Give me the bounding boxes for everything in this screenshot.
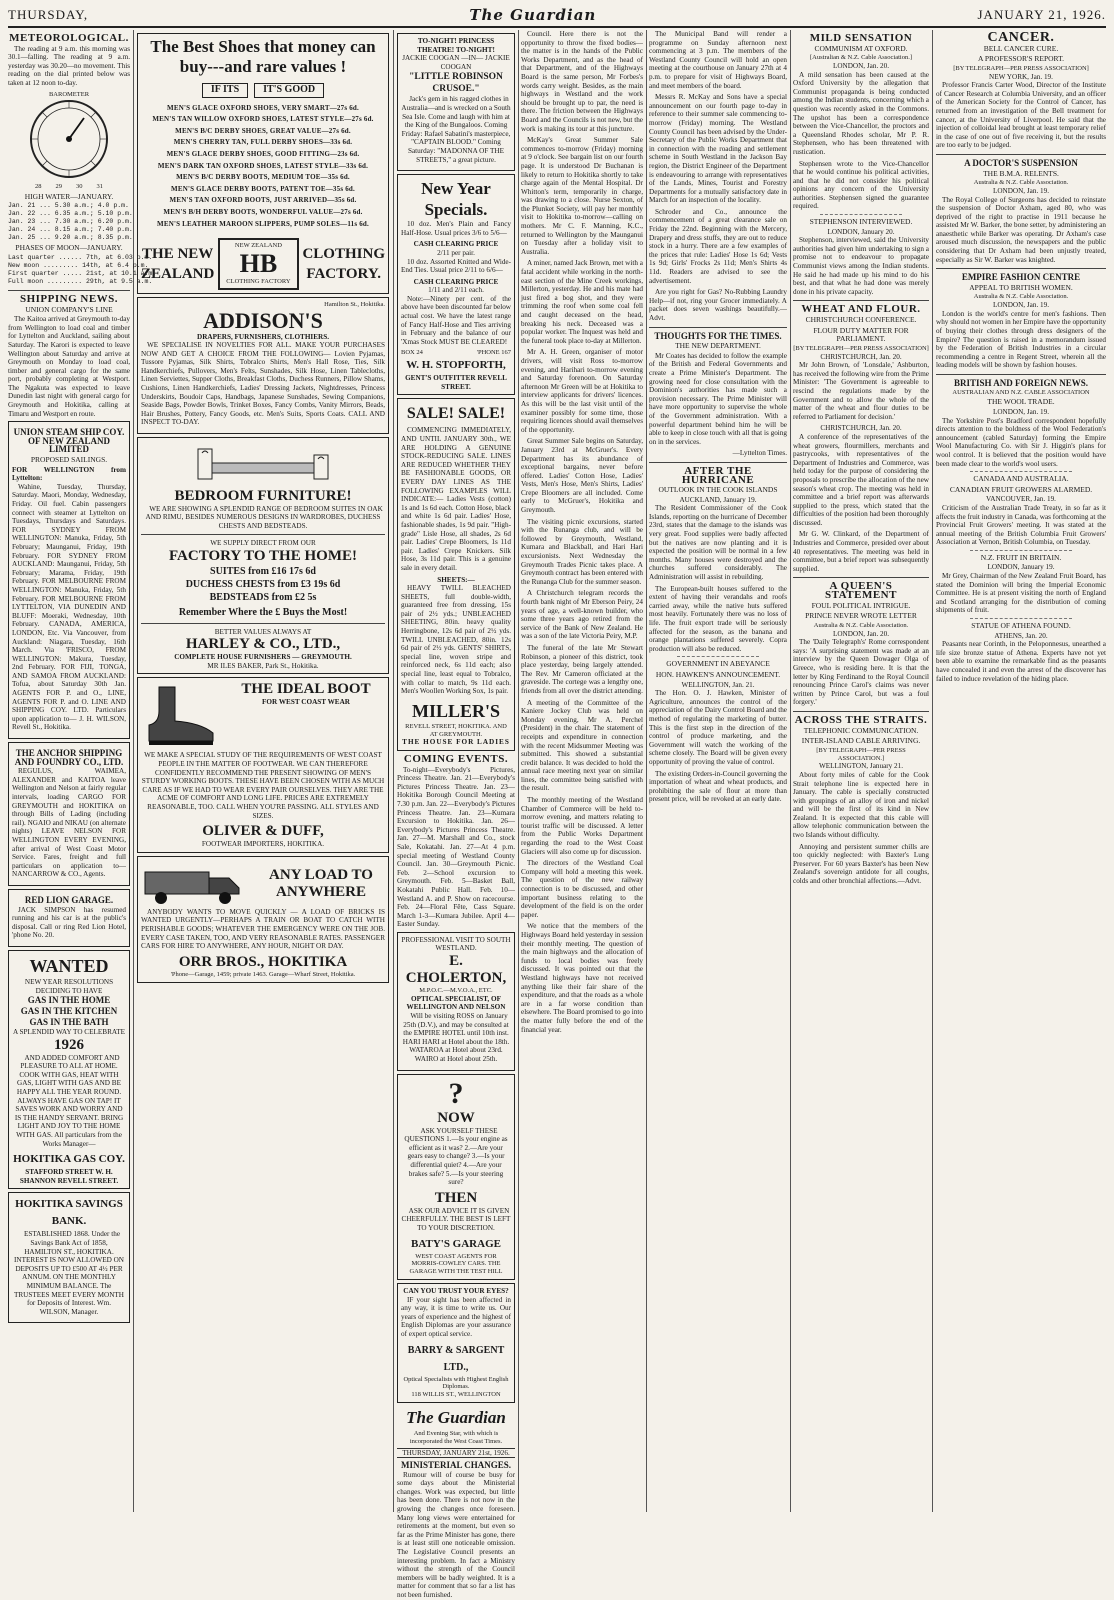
mild-text: A mild sensation has been caused at the Oxford University by the allegation that Communist propaganda is being conducted among the Indian students, concerning which a question was recently asked in the Commons. The upshot has been a correspondence between the Vice-Chancellor, the proctors and a Queensland Rhodes scholar, Mr P. R. Stephensen, who has been threatened with rustication. [793, 70, 929, 156]
sheets-heading: SHEETS:— [437, 575, 475, 584]
orr-text: ANYBODY WANTS TO MOVE QUICKLY — A LOAD OF BRICKS IS WANTED URGENTLY—PERHAPS A TRAIN OR BOAT TO CATCH WITH PERISHABLE GOODS; WHATEVER THE EMERGENCY WERE ON THE JOB. EVERY CASE TAKEN, TOO, AND VERY REASONABLE RATES. PASSENGER CARS FOR HIRE TO ANYWHERE, ANY HOUR, NIGHT OR DAY. [141, 907, 385, 951]
addison-sub: DRAPERS, FURNISHERS, CLOTHIERS. [197, 332, 329, 341]
hb-the-new: THE NEW [142, 245, 214, 262]
shoe-line: MEN'S GLACE DERBY BOOTS, PATENT TOE—35s 6d. [171, 184, 355, 193]
queen-sub2: PRINCE NEVER WROTE LETTER [805, 611, 917, 621]
queen-date: LONDON, Jan. 20. [832, 629, 890, 638]
optical: OPTICAL SPECIALIST, OF WELLINGTON AND NELSON [406, 994, 506, 1012]
column-rule [790, 30, 791, 1512]
nys-text1: 10 doz. Men's Plain and Fancy Half-Hose. Usual prices 3/6 to 5/6— [401, 220, 511, 237]
news-paragraph: A meeting of the Committee of the Kaniere Jockey Club was held on Monday evening, Mr A. Perchel (President) in the chair. The statement of receipts and expenditure in connection with the recent Midsummer Meeting was submitted. This showed a substantial credit balance. It was decided to hold the annual race meeting next year on similar lines, the committee being satisfied with the result. [521, 698, 643, 793]
outfitter: GENT'S OUTFITTER REVELL STREET. [405, 374, 507, 391]
shoe-line: MEN'S DARK TAN OXFORD SHOES, LATEST STYLE—33s 6d. [157, 161, 369, 170]
shipping-heading: SHIPPING NEWS. [19, 292, 119, 305]
oliver-duff-sub: FOOTWEAR IMPORTERS, HOKITIKA. [201, 840, 325, 849]
factory-title: FACTORY TO THE HOME! [169, 548, 357, 565]
hb-logo-top: NEW ZEALAND [234, 242, 282, 250]
eyes-heading: CAN YOU TRUST YOUR EYES? [403, 1286, 509, 1295]
news-paragraph: The visiting picnic excursions, started with the Runanga club, and will be followed by Greymouth, Westland, Kumara and Blackball, and Hari Hari excursionists. Next Wednesday the Greymouth Trades Picnic takes place. A Greymouth contract has been entered with the Runanga Club for the summer season. [521, 517, 643, 586]
shoe-line: MEN'S TAN WILLOW OXFORD SHOES, LATEST STYLE—27s 6d. [152, 115, 374, 124]
thoughts-sig: —Lyttelton Times. [732, 449, 787, 458]
boot-icon [141, 681, 221, 751]
ideal-text: WE MAKE A SPECIAL STUDY OF THE REQUIREMENTS OF WEST COAST PEOPLE IN THE MATTER OF FOOTWEAR. WE CAN THEREFORE CONFIDENTLY RECOMMEND THE PRESENT SHOWING OF MEN'S STURDY WORKING BOOTS. THESE HAVE BEEN CHOSEN WITH AS MUCH CARE AS IF WE HAD TO WEAR EVERY PAIR OURSELVES. THEY ARE THE ACME OF COMFORT AND LONG LIFE. PRICES ARE EXTREMELY REASONABLE, TOO. CALL WHEN YOU'RE PASSING. ALL STYLES AND SIZES. [141, 751, 385, 820]
millers-addr: REVELL STREET, HOKITIKA. AND AT GREYMOUTH. [405, 722, 507, 738]
harley-title: HARLEY & CO., LTD., [185, 636, 341, 653]
barometer-label: BAROMETER [48, 90, 90, 98]
queen-src: Australia & N.Z. Cable Association. [813, 621, 909, 629]
empire-heading: EMPIRE FASHION CENTRE [961, 272, 1081, 283]
dial-scale [28, 183, 110, 191]
ideal-boot-top [141, 681, 385, 751]
govt-sub: HON. HAWKEN'S ANNOUNCEMENT. [655, 669, 781, 679]
ideal-title: THE IDEAL BOOT [241, 681, 371, 698]
cash-price-2-value: 1/11 and 2/11 each. [428, 286, 484, 295]
news-paragraph: Great Summer Sale begins on Saturday, January 23rd at McGruer's. Every Department has its abundance of exceptional bargains, never before offered. Ladies' Cotton Hose, Ladies' Vests, Men's Hose, Men's Shirts, Ladies' Crepe Bloomers are all included. Come early to McGruer's, Hokitika and Greymouth. [521, 437, 643, 515]
if-its-banner [141, 83, 385, 98]
across-date: WELLINGTON, January 21. [818, 762, 904, 771]
column-7 [936, 30, 1106, 1512]
barry-sub: Optical Specialists with Highest English Diplomas. [403, 1375, 509, 1391]
bedroom-text: WE ARE SHOWING A SPLENDID RANGE OF BEDROOM SUITES IN OAK AND RIMU, BESIDES NUMEROUS DESIGNS IN WARDROBES, DUCHESS CHESTS AND BEDSTEADS. [145, 504, 383, 530]
red-lion-text: JACK SIMPSON has resumed running and his car is at the public's disposal. Call or ring Red Lion Hotel, 'phone No. 20. [12, 905, 126, 940]
hb-logo [218, 238, 298, 290]
red-lion-title: RED LION GARAGE. [24, 894, 114, 905]
news-paragraph: We notice that the members of the Highways Board held yesterday in session their monthly meeting. The question of the main highways and the allocation of funds to local bodies was freely discussed. It was pointed out that the Westland highways have not received anything like their fair share of the expenditure, and that the roads as a whole are in a far worse condition than elsewhere. The Board promised to go into the matter fully before the end of the financial year. [521, 922, 643, 1034]
gas-text: AND ADDED COMFORT AND PLEASURE TO ALL AT HOME. COOK WITH GAS, HEAT WITH GAS, LIGHT WITH GAS AND BE HAPPY ALL THE YEAR ROUND. ALWAYS HAVE GAS ON TAP! IT SAVES WORK AND WORRY AND IS THE HANDY SERVANT. BRING LIGHT AND JOY TO THE HOME WITH GAS. All particulars from the Works Manager— [14, 1053, 124, 1148]
across-text: Annoying and persistent summer chills are too quickly neglected: with Baxter's Lung Preserver. For 60 years Baxter's has been New Zealand's sovereign antidote for all coughs, colds and other bronchial affections.—Advt. [793, 842, 929, 886]
wheat-src: [BY TELEGRAPH—PER PRESS ASSOCIATION] [793, 344, 929, 352]
ideal-sub: FOR WEST COAST WEAR [262, 698, 350, 707]
mild-date: LONDON, Jan. 20. [832, 61, 890, 70]
meteorological-heading: METEOROLOGICAL. [9, 32, 129, 44]
stopforth: W. H. STOPFORTH, [406, 359, 506, 372]
mild-src: [Australian & N.Z. Cable Association.] [810, 54, 912, 62]
orr-top [141, 860, 385, 908]
shipping-subheading: UNION COMPANY'S LINE [25, 304, 113, 314]
news-paragraph: A Christchurch telegram records the fourth bank night of Mr Eberson Peiry, 24 years of age, a well-known builder, who some three years ago retired from the service of the Bank of New Zealand. He was a son of the late Victoria Peiry, M.P. [521, 589, 643, 641]
steph-text: Stephenson, interviewed, said the University authorities had given him undertaking to sign a promise not to endeavour to propagate Communist views among the Indian students. He said he had made up his mind to do his best, and that what he had done was merely done in his private capacity. [793, 236, 929, 296]
wanted-sub: NEW YEAR RESOLUTIONS DECIDING TO HAVE [24, 977, 114, 995]
wheat-text: Mr John Brown, of 'Lonsdale,' Ashburton, has received the following wire from the Prime Minister: 'The Government is agreeable to rescind the regulations made by the Government and to allow the whole of the matter of the wheat and flour duties to be referred to Parliament for decision.' [793, 361, 929, 421]
cancer-sub: BELL CANCER CURE. [983, 43, 1059, 53]
column-6 [793, 30, 929, 1512]
bfn-src: AUSTRALIAN AND N.Z. CABLE ASSOCIATION [952, 388, 1090, 396]
orr-bros-ad [137, 856, 389, 983]
govt-text: The existing Orders-in-Council governing the importation of wheat and wheat products, and prohibiting the sale of flour at more than present price, will be revoked at an early date. [649, 769, 787, 804]
price-bedsteads: BEDSTEADS from £2 5s [209, 592, 317, 604]
better-values: BETTER VALUES ALWAYS AT [214, 627, 312, 636]
sailings-header: FOR WELLINGTON from Lyttelton: [12, 465, 126, 483]
wheat-text: Mr G. W. Clinkard, of the Department of Industries and Commerce, presided over about 40 representatives. The meeting was held in committee, but a brief report was subsequently supplied. [793, 530, 929, 573]
princess-theatre-ad [397, 33, 515, 171]
baty-title: BATY'S GARAGE [411, 1237, 501, 1250]
meteorological-text: The reading at 9 a.m. this morning was 30.1—falling. The reading at 9 a.m. yesterday was 30.20—no movement. This reading on the dial printed below was taken at 12 noon to-day. [8, 44, 130, 87]
nys-note: Note:—Ninety per cent. of the above have been discounted far below actual cost. We have the latest range of Fancy Half-Hose and Ties arriving in February and the balance of our 'Xmas Stock MUST BE CLEARED! [401, 294, 511, 346]
barry-addr: 118 WILLIS ST., WELLINGTON [411, 1391, 501, 1399]
union-steam-ad [8, 421, 130, 739]
column-3 [397, 30, 515, 1599]
shoe-line: MEN'S LEATHER MAROON SLIPPERS, PUMP SOLES—11s 6d. [157, 219, 369, 228]
barometer-dial [8, 91, 130, 191]
shoe-line: MEN'S GLACE DERBY SHOES, GOOD FITTING—23s 6d. [166, 149, 360, 158]
column-5 [649, 30, 787, 1512]
gas-line: GAS IN THE BATH [29, 1017, 109, 1028]
guardian-editorial-title: The Guardian [406, 1407, 506, 1427]
column-2 [137, 30, 389, 1512]
news-paragraph: McKay's Great Summer Sale commences to-morrow (Friday) morning at 9 o'clock. See bargain list on our fourth page. It is understood Dr Buchanan is likely to return to Hokitika shortly to take charge again of the Mental Hospital. Dr Whitton's term, temporarily in charge, was drawing to a close. Nurse Sexton, of the Plunket Society, will pay her monthly visit to Hokitika to-morrow—calling on mothers. Mr C. F. Manning, K.C., returned to Wellington by the Maunganui on Tuesday after a holiday visit to Australia. [521, 136, 643, 256]
ministerial-text: Rumour will of course be busy for some days about the Ministerial changes. Work was expected, but little has been done. There is not now in the growing the changes once foreseen. Many long views were entertained for retirements at the moment, but even so far as the Prime Minister has gone, there is at least still one noticeable omission. The Legislative Council presents an interesting problem. In fact a Ministry without the strength of the Council members will be badly weighted. It is a matter for comment that so far a list has not been furnished. [397, 1470, 515, 1599]
wool-text: The Yorkshire Post's Bradford correspondent hopefully directs attention to the boldness of the Wool Federation's announcement (cabled Saturday) forming the Empire Wool Manufacturing Co. with Sir J. Higgin's plans for wool control. It is believed that the position would have been made clear to the world's wool users. [936, 416, 1106, 468]
cancer-sub2: A PROFESSOR'S REPORT. [977, 54, 1064, 64]
column-rule [932, 30, 933, 1512]
hb-right [302, 244, 385, 284]
millers-tagline: THE HOUSE FOR LADIES [402, 738, 510, 747]
sale-title: SALE! SALE! [406, 405, 506, 423]
millers-title: MILLER'S [411, 700, 501, 721]
price-duchess: DUCHESS CHESTS from £3 19s 6d [185, 579, 341, 591]
its-good-label: IT'S GOOD [254, 83, 324, 98]
now-heading: NOW [437, 1109, 475, 1126]
hb-logo-letters: HB [239, 248, 278, 278]
dial-label: 29 [55, 182, 62, 190]
shoe-line: MEN'S GLACE OXFORD SHOES, VERY SMART—27s 6d. [167, 103, 359, 112]
athena-text: Peasants near Corinth, in the Peloponnesus, unearthed a life size bronze statue of Athena. Experts have not yet been able to examine the remarkable find as the peasants have concealed it and even the arrest of the discoverer has failed to induce revelation of the hiding place. [936, 640, 1106, 683]
remember-line: Remember Where the £ Buys the Most! [178, 607, 348, 619]
govt-text: The Hon. O. J. Hawken, Minister of Agriculture, announces the control of the appreciation of the Dairy Control Board and the method of regulating the marketing of butter. This is the first step in the direction of the control of produce marketing, and the Government will watch the working of the scheme closely. The Board will be given every opportunity of proving the value of control. [649, 689, 787, 766]
news-paragraph: The monthly meeting of the Westland Chamber of Commerce will be held to-morrow evening, and matters relating to tourist traffic will be discussed. A letter from the Public Works Department regarding the road to the West Coast Glaciers will also come up for discussion. [521, 796, 643, 856]
addison-town: Hamilton St., Hokitika. [324, 300, 385, 308]
ministerial-heading: MINISTERIAL CHANGES. [400, 1460, 512, 1471]
cholerton-text: Will be visiting ROSS on January 25th (D.V.), and may be consulted at the EMPIRE HOTEL until 10th inst. HARI HARI at Hotel about the 18th. WATAROA at Hotel about 23rd. WAIRO at Hotel about 25th. [402, 1012, 510, 1064]
news-paragraph: A miner, named Jack Brown, met with a fatal accident while working in the north-east section of the Mine Creek workings, Millerton, yesterday. He and his mate had just fired a bog shot, and they were trimming the roof when some coal fell and caught deceased on the head, breaking his neck. Deceased was a popular worker. The Inquest was held and the funeral took place to-day at Millerton. [521, 259, 643, 345]
thoughts-heading: THOUGHTS FOR THE TIMES. [654, 330, 782, 341]
mild-heading: MILD SENSATION [809, 32, 913, 44]
nzfruit-text: Mr Grey, Chairman of the New Zealand Fruit Board, has stated the Dominion will bring the Imperial Economic Committee. He is at present visiting the north of England and Scotland arranging for the distribution of coming shipments of fruit. [936, 572, 1106, 615]
nys-title: New Year Specials. [421, 179, 491, 220]
tonight: TO-NIGHT! PRINCESS THEATRE! TO-NIGHT! [417, 37, 495, 54]
prof-visit: PROFESSIONAL VISIT TO SOUTH WESTLAND. [401, 935, 511, 953]
truck-icon [141, 860, 251, 908]
hurricane-text: The European-built houses suffered to the extent of having their verandahs and roofs carried away, while the native huts suffered most heavily. Fortunately there was no loss of life. The fruit export trade will be seriously affected for the season, as the banana and orange plantations suffered severely. Copra production will also be reduced. [649, 584, 787, 653]
coming-events-heading: COMING EVENTS. [403, 753, 509, 766]
box-number: BOX 24 [401, 349, 423, 357]
canada-text: Criticism of the Australian Trade Treaty, in so far as it affects the fruit industry in Canada, was forthcoming at the Provincial Fruit Growers' meeting. It was stated at the annual meeting of the British Columbia Fruit Growers' Association at Vernon, British Columbia, on Tuesday. [936, 503, 1106, 547]
batys-garage-ad [397, 1074, 515, 1280]
canada-heading: CANADA AND AUSTRALIA. [973, 474, 1069, 484]
eyes-text: IF your sight has been affected in any way, it is time to write us. Our years of experience and the highest of English Diplomas are your assurance of expert optical service. [401, 1295, 511, 1338]
athena-date: ATHENS, Jan. 20. [994, 631, 1048, 640]
gas-line: GAS IN THE HOME [27, 995, 111, 1006]
stopforth-contacts [401, 349, 511, 357]
gas-ad [8, 950, 130, 1190]
dial-label: 31 [96, 182, 103, 190]
steph-date: LONDON, January 20. [827, 227, 895, 236]
masthead [8, 4, 1106, 28]
proposed-sailings: PROPOSED SAILINGS. [30, 455, 108, 465]
any-load: ANY LOAD TO ANYWHERE [269, 866, 373, 900]
millers-sale-ad [397, 398, 515, 751]
queen-text: The 'Daily Telegraph's' Rome correspondent says: 'A surprising statement was made at an interview by the Queen Dowager Olga of Greece, who is residing here. It is that the letter by King Ferdinand to the Royal Council renouncing Prince Carol's claims was never written by Prince Carol, but was a foul forgery.' [793, 638, 929, 707]
column-1 [8, 30, 157, 1512]
nzfruit-heading: N.Z. FRUIT IN BRITAIN. [980, 552, 1062, 562]
mild-text: Stephensen wrote to the Vice-Chancellor that he would continue his political activities, and that he did not consider his political opinions any concern of the University authorities. Stephensen signed the guarantee required. [793, 159, 929, 211]
guardian-date: THURSDAY, JANUARY 21st, 1926. [397, 1448, 515, 1459]
wheat-date: CHRISTCHURCH, Jan. 20. [820, 352, 902, 361]
column-rule [133, 30, 134, 1512]
canada-date: VANCOUVER, Jan. 19. [986, 495, 1056, 504]
film-title: "LITTLE ROBINSON CRUSOE." [409, 72, 503, 95]
empire-src: Australia & N.Z. Cable Association. [973, 293, 1069, 301]
news-paragraph: Schroder and Co., announce the commencement of a great clearance sale on Friday the 22nd. Beginning with the Mercery, Drapery and dress stuffs, they are out to reduce stock in a hurry. There are a few examples of the prices that rule: Ladies' Hose 1s 6d; Vests 1s 9d; Girls' Frocks 2s 11d; Men's Shirts 4s 11d. Readers are advised to see the advertisement. [649, 207, 787, 285]
masthead-paper-title: The Guardian [469, 6, 597, 24]
gas-line: GAS IN THE KITCHEN [20, 1006, 118, 1017]
masthead-day: THURSDAY, [8, 7, 89, 22]
suspension-date: LONDON, Jan. 19. [992, 186, 1050, 195]
news-paragraph: Mr A. H. Green, organiser of motor drivers, will visit Ross to-morrow evening, and Harihari to-morrow evening and Saturday forenoon. On Saturday afternoon Mr Green will be at Hokitika to interview applicants for drivers' licences. As this will be the last visit until of the examiner possibly for some time, those requiring licences should avail themselves of the opportunity. [521, 348, 643, 434]
jackie: JACKIE COOGAN —IN— JACKIE COOGAN [402, 54, 510, 71]
hb-logo-bottom: CLOTHING FACTORY [226, 277, 291, 285]
cancer-text: Professor Francis Carter Wood, Director of the Institute of Cancer Research at Columbia University, and an officer of the American Society for the Control of Cancer, has returned from an investigation of the Bell treatment for cancer, at the University of Liverpool. He said that the injection of colloidal lead brought at least temporary relief in the case of one out of five receiving it, but the results are too early to be judged. [936, 81, 1106, 150]
bank-text: ESTABLISHED 1868. Under the Savings Bank Act of 1858, HAMILTON ST., HOKITIKA. INTEREST IS NOW ALLOWED ON DEPOSITS UP TO £500 AT 4½ PER ANNUM. ON THE MONTHLY MINIMUM BALANCE. The TRUSTEES MEET EVERY MONTH for Deposits of Interest. Wm. WILSON, Manager. [13, 1230, 124, 1316]
shoe-line: MEN'S B/C DERBY BOOTS, MEDIUM TOE—35s 6d. [176, 173, 350, 182]
news-paragraph: The directors of the Westland Coal Company will hold a meeting this week. The question of the new railway connection is to be discussed, and other important business relating to the development of the field is on the order paper. [521, 859, 643, 919]
harley-sub: COMPLETE HOUSE FURNISHERS — GREYMOUTH. [174, 653, 352, 662]
hurricane-text: The Resident Commissioner of the Cook Islands, reporting on the hurricane of December 23rd, states that the damage to the islands was very great. Food supplies were badly affected but the natives are now planting and it is expected the position will be normal in a few months. Many houses were destroyed and the churches suffered considerably. The Administration will assist in rebuilding. [649, 504, 787, 582]
empire-text: London is the world's centre for men's fashions. Then why should not women in her Empire have the opportunity of buying their clothes through dress designers of the Empire? The question is raised in a memorandum issued by the Federation of British Industries in a circular recommending a centre in Regent Street, wherein all the leading models will be shown by fashion houses. [936, 309, 1106, 370]
news-paragraph: The funeral of the late Mr Stewart Robinson, a pioneer of this district, took place yesterday, being largely attended. The Rev. Mr Cameron officiated at the graveside. The cortege was a lengthy one, friends from all over the district attending. [521, 643, 643, 695]
thoughts-sub: THE NEW DEPARTMENT. [675, 341, 761, 351]
across-heading: ACROSS THE STRAITS. [794, 713, 928, 726]
baty-sub: WEST COAST AGENTS FOR MORRIS-COWLEY CARS. THE GARAGE WITH THE TEST HILL [409, 1252, 503, 1276]
news-paragraph: Are you right for Gas? No-Rubbing Laundry Help—if not, ring your Grocer immediately. A packet does seven washings beautifully.—Advt. [649, 288, 787, 322]
sale-text: COMMENCING IMMEDIATELY, AND UNTIL JANUARY 30th., WE ARE HOLDING A GENUINE STOCK-REDUCING SALE. LINES ARE REDUCED WHETHER THEY BE FASHIONABLE GOODS, OR EVERY DAY LINES AS THE FOLLOWING EXAMPLES WILL INDICATE:— Ladies Vests (cotton) 1s and 1s 6d each. Cotton Hose, black and white 1s 6d pair. Ladies' Hose, fashionable shades, 1s 9d pair. "High-grade" Lisle Hose, all shades, 2s 6d pair. Ladies' Crepe Bloomers, 1s 11d pair. Ladies' Crepe Knickers. Silk Hose, 3s 11d pair. This is a genuine sale in every detail. [401, 426, 511, 572]
news-paragraph: The Municipal Band will render a programme on Sunday afternoon next commencing at 3 p.m. The members of the Westland County Council will hold an open meeting at the courthouse on January 27th at 4 p.m. to prepare for visit of Highways Board, and meet members of the board. [649, 30, 787, 90]
suspension-text: The Royal College of Surgeons has decided to reinstate the suspension of Doctor Axham, aged 80, who was deprived of the right to practise in 1911 because he assisted Mr W. Barker, the bone setter, by administering an anaesthetic while Barker was operating. Dr Axham's case aroused much discussion, the newspapers and the public considering that Dr Axham had been unjustly treated, especially as Sir W. Barker was knighted. [936, 195, 1106, 264]
wheat-sub2: FLOUR DUTY MATTER FOR PARLIAMENT. [813, 325, 909, 344]
hurricane-sub: OUTLOOK IN THE COOK ISLANDS [658, 485, 778, 495]
addisons-ad [137, 297, 389, 434]
suspension-heading: A DOCTOR'S SUSPENSION [964, 157, 1078, 168]
shoe-line: MEN'S TAN OXFORD BOOTS, JUST ARRIVED—35s 6d. [169, 196, 357, 205]
cancer-heading: CANCER. [987, 30, 1055, 45]
govt-heading: GOVERNMENT IN ABEYANCE [666, 659, 770, 669]
mild-sub: COMMUNISM AT OXFORD. [814, 43, 908, 53]
factory-pre: WE SUPPLY DIRECT FROM OUR [210, 539, 316, 548]
cash-price-1-value: 2/11 per pair. [437, 248, 475, 257]
govt-date: WELLINGTON, Jan. 21. [681, 680, 755, 689]
oliver-duff: OLIVER & DUFF, [202, 823, 324, 840]
savings-bank-ad [8, 1192, 130, 1323]
hb-factory: FACTORY. [306, 265, 382, 282]
athena-heading: STATUE OF ATHENA FOUND. [971, 621, 1071, 631]
shoes-title: The Best Shoes that money can buy---and rare values ! [150, 37, 376, 76]
across-src: [BY TELEGRAPH—PER PRESS ASSOCIATION.] [816, 746, 906, 762]
column-rule [518, 30, 519, 1512]
bank-title: HOKITIKA SAVINGS BANK. [15, 1198, 123, 1228]
wool-date: LONDON, Jan. 19. [992, 407, 1050, 416]
addison-text: WE SPECIALISE IN NOVELTIES FOR ALL. MAKE YOUR PURCHASES NOW AND GET A CHOICE FROM THE FOLLOWING— Lovien Pyjamas, Tussore Pyjamas, Silk Shirts, Tobralco Shirts, Men's Hall Rose, Ties, Silk Handkerchiefs, Pullovers, Men's Felts, Sunshades, Silk Hose, Linen Tablecloths, Linen Serviettes, Supper Cloths, Breakfast Cloths, Duchess Runners, Pillow Shams, Cushions, Linen Handkerchiefs, Ladies' Dressing Jackets, Nightdresses, Princess Underskirts, Boudoir Caps, Handbags, Japanese Sunshades, Sewing Companions, Seaside Bags, Powder Bowls, Trinket Boxes, Fancy Combs, Vanity Mirrors, Beads, Hair Brushes, Pottery, Fancy Goods, etc. Men's Suits, Sports Coats. CALL AND INSPECT TO-DAY. [141, 341, 385, 427]
barry-sargent-ad [397, 1283, 515, 1403]
film-text: Jack's gem in his ragged clothes in Australia—and is wrecked on a South Sea Isle. Come and laugh with him at the King of the Bungaloos. Coming Friday: Rafael Sabatini's masterpiece, "CAPTAIN BLOOD." Coming Saturday: "MADONNA OF THE STREETS," a great picture. [401, 95, 511, 164]
cholerton-name: E. CHOLERTON, [405, 953, 507, 987]
dial-label: 30 [76, 182, 83, 190]
across-sub2: INTER-ISLAND CABLE ARRIVING. [801, 736, 921, 746]
bedroom-furniture-ad [137, 437, 389, 674]
hb-zealand: ZEALAND [141, 265, 215, 282]
sheets-text: HEAVY TWILL BLEACHED SHEETS, full double-width, guaranteed free from dressing, 15s pair of 2½ yds.; UNBLEACHED SHEETING, 80in. heavy quality Herringbone, 12s 6d pair of 2½ yds. TWILL UNBLEACHED, 80in. 12s 6d pair of 2½ yds. GENTS' SHIRTS, special line, woven stripe and reinforced neck, 6s 11d each; also special line, least equal to Tobralco, with collar to match, 9s 11d each. Men's Woollen Working Sox, 1s pair. [401, 584, 511, 696]
anchor-title: THE ANCHOR SHIPPING AND FOUNDRY CO., LTD. [14, 748, 124, 767]
then-text: ASK OUR ADVICE IT IS GIVEN CHEERFULLY. THE BEST IS LEFT TO YOUR DISCRETION. [401, 1206, 511, 1232]
gas-year: 1926 [54, 1036, 84, 1053]
empire-sub: APPEAL TO BRITISH WOMEN. [969, 282, 1073, 292]
best-shoes-ad [137, 33, 389, 294]
harley-rep: MR ILES BAKER, Park St., Hokitika. [207, 661, 319, 670]
shoe-line: MEN'S B/H DERBY BOOTS, WONDERFUL VALUE—27s 6d. [163, 207, 363, 216]
if-its-label: IF ITS [202, 83, 248, 98]
cholerton-ad [397, 932, 515, 1071]
shipping-text: The Kaitoa arrived at Greymouth to-day from Wellington to load coal and timber for Lyttelton and Auckland, sailing about Saturday. The Karori is expected to leave Wellington about Saturday and arrive at Greymouth on Monday to load coal, timber and general cargo for the same port, probably completing at Westport. The Ngakuta was expected to leave Dunedin last night with general cargo for Greymouth and Hokitika, calling at Timaru and Westport en route. [8, 315, 130, 418]
shoe-line: MEN'S B/C DERBY SHOES, GREAT VALUE—27s 6d. [175, 126, 351, 135]
cancer-date: NEW YORK, Jan. 19. [989, 72, 1053, 81]
shoe-line: MEN'S CHERRY TAN, FULL DERBY SHOES—33s 6d. [173, 138, 353, 147]
anchor-text: REGULUS, WAIMEA, ALEXANDER and KAITOA leave Wellington and Nelson at fairly regular intervals, loading CARGO FOR GREYMOUTH and HOKITIKA on through Bills of Lading (including rail). NGAIO and NIKAU (on alternate nights) LEAVE NELSON FOR WELLINGTON EVERY EVENING, after arrival of West Coast Motor Service. Fares, freight and full particulars on application to— NANCARROW & CO., Agents. [12, 767, 126, 879]
coming-events-text: To-night—Everybody's Pictures, Princess Theatre. Jan. 21—Everybody's Pictures Princess Theatre. Jan. 23—Hokitika Borough Council Meeting at 7.30 p.m. Jan. 22—Everybody's Pictures Princess Theatre. Jan. 23—Kumara Excursion to Hokitika. Jan. 26—Everybody's Pictures Princess Theatre. Jan. 27—M. Marshall and Co., stock Sale, Kokatahi. Jan. 27—At 4 p.m. special meeting of Westland County Council. Jan. 30—Greymouth Picnic. Feb. 2—School excursion to Greymouth. Feb. 5—Basket Ball, Kokatahi Public Hall. Feb. 10—Westland A. and P. Show on racecourse. Feb. 24—Floral Fête, Cass Square. March 1-3—Kumara Jubilee. April 4—Easter Sunday. [397, 765, 515, 929]
bfn-heading: BRITISH AND FOREIGN NEWS. [953, 377, 1089, 388]
ideal-boot-ad [137, 677, 389, 852]
masthead-date: JANUARY 21, 1926. [977, 7, 1106, 22]
across-sub: TELEPHONIC COMMUNICATION. [803, 725, 919, 735]
cholerton-quals: M.P.O.C.—M.V.O.A., ETC. [419, 987, 493, 995]
canada-sub: CANADIAN FRUIT GROWERS ALARMED. [949, 484, 1093, 494]
bed-icon [188, 441, 338, 485]
across-text: About forty miles of cable for the Cook Strait telephone line is expected here in January. The cable is specially constructed with groupings of an alloy of iron and nickel and will be the first of its kind in New Zealand. It is expected that this cable will allow telephonic communication between the two Islands without difficulty. [793, 770, 929, 840]
tides-table: Jan. 21 ... 5.30 a.m.; 4.0 p.m. Jan. 22 ... 6.35 a.m.; 5.10 p.m. Jan. 23 ... 7.30 a.m.; 6.20 p.m. Jan. 24 ... 8.15 a.m.; 7.40 p.m. Jan. 25 ... 9.20 a.m.; 8.35 p.m. [8, 202, 133, 242]
steph-heading: STEPHENSON INTERVIEWED. [809, 217, 913, 227]
queen-sub: FOUL POLITICAL INTRIGUE. [811, 600, 911, 610]
nys-text2: 10 doz. Assorted Knitted and Wide-End Ties. Usual price 2/11 to 6/6— [401, 257, 511, 275]
guardian-sub: And Evening Star, with which is incorporated the West Coast Times. [409, 1429, 503, 1445]
phone-number: 'PHONE 167 [476, 349, 511, 357]
wheat-heading: WHEAT AND FLOUR. [801, 303, 921, 316]
tides-heading: HIGH WATER—JANUARY. [24, 191, 114, 201]
question-mark: ? [448, 1076, 464, 1110]
anchor-shipping-ad [8, 742, 130, 886]
news-paragraph: Council. Here there is not the opportunity to throw the fixed bodies—the matter is in the hands of the Public Works Department, and as the head of that Department, and of the Highways Board is the same person, Mr Forbes's words carry weight. Besides, as the main highways in Westland and the work should be brought up to par, the need is there. The friction between the Highways Board and the Councils is not new, but the work is making its tour at this juncture. [521, 30, 643, 133]
now-text: ASK YOURSELF THESE QUESTIONS 1.—Is your engine as efficient as it was? 2.—Are your gears easy to change? 3.—Is your differential quiet? 4.—Are your brakes safe? 5.—Is your steering sure? [404, 1126, 508, 1187]
wheat-text: A conference of the representatives of the wheat growers, flourmillers, merchants and pastrycooks, with representatives of the Department of Industries and Commerce, was held today for the purpose of considering the proposals to prescribe the allocation of the new season's wheat crop. The meeting was held in committee and a brief report was afterwards supplied to the press, which stated that the difficulties of the position had been thoroughly discussed. [793, 432, 929, 527]
new-year-specials-ad [397, 174, 515, 395]
cash-price-1: CASH CLEARING PRICE [413, 240, 499, 249]
orr-bros: ORR BROS., HOKITIKA [178, 953, 348, 970]
hurricane-heading: AFTER THE HURRICANE [681, 464, 755, 486]
queen-heading: A QUEEN'S STATEMENT [825, 580, 897, 602]
hurricane-date: AUCKLAND, January 19. [679, 495, 757, 504]
barry-title: BARRY & SARGENT LTD., [407, 1344, 505, 1373]
hb-clothing: CLOTHING [302, 245, 385, 262]
cash-price-2: CASH CLEARING PRICE [413, 277, 499, 286]
wheat-sub: CHRISTCHURCH CONFERENCE. [805, 315, 917, 325]
hb-banner [141, 238, 385, 290]
wheat-date2: CHRISTCHURCH, Jan. 20. [820, 424, 902, 433]
then-heading: THEN [434, 1189, 478, 1206]
column-rule [646, 30, 647, 1512]
orr-addr: 'Phone—Garage, 1459; private 1463. Garage—Wharf Street, Hokitika. [170, 970, 356, 978]
ideal-boot-copy [227, 681, 385, 707]
cancer-src: [BY TELEGRAPH—PER PRESS ASSOCIATION] [953, 64, 1089, 72]
thoughts-text: Mr Coates has decided to follow the example of the British and Federal Governments and create a Prime Minister's Department. The growing need for close consultation with the Dominion's authorities has made such a provision necessary. The Prime Minister will have more opportunity to supervise the whole of the Government administration. With a powerful department behind him he will be able to keep in close touch with all that is going on in the services. [649, 351, 787, 446]
addison-title: ADDISON'S [203, 307, 323, 333]
union-steam-title: UNION STEAM SHIP COY. OF NEW ZEALAND LIMITED [13, 427, 125, 455]
suspension-sub: THE B.M.A. RELENTS. [983, 168, 1059, 178]
gas-celebrate: A SPLENDID WAY TO CELEBRATE [12, 1028, 126, 1037]
nzfruit-date: LONDON, January 19. [987, 563, 1055, 572]
suspension-src: Australia & N.Z. Cable Association. [973, 179, 1069, 187]
barometer-dial-icon [28, 98, 110, 180]
moon-heading: PHASES OF MOON—JANUARY. [15, 243, 123, 253]
gas-company: HOKITIKA GAS COY. [13, 1153, 125, 1166]
column-4 [521, 30, 643, 1512]
moon-table: Last quarter ...... 7th, at 6.03 p.m. New moon ......... 14th, at 6.4 p.m. First quarter ..... 21st, at 10.1 a.m. Full moon ......... 29th, at 9.5 a.m. [8, 253, 157, 285]
sailings-text: Wahine, Tuesday, Thursday, Saturday. Maori, Monday, Wednesday, Friday. Oil fuel. Cabin passengers connect with steamer at Lyttelton on Tuesdays, Thursdays and Saturdays. FOR SYDNEY FROM WELLINGTON: Manuka, Friday, 5th February; Maunganui, Friday, 19th February. FOR SYDNEY FROM AUCKLAND: Maunganui, Friday, 5th February; Marama, Friday, 19th February. FOR MELBOURNE FROM WELLINGTON: Manuka, Friday, 5th February. FOR MELBOURNE FROM LYTTELTON, VIA DUNEDIN AND BLUFF: Moeraki, Wednesday, 10th February. CANADA, AMERICA, LONDON, Etc. Via Vancouver, from Auckland: Niagara, Tuesday, 16th March. Via 'FRISCO, FROM WELLINGTON: Makura, Tuesday, 2nd February. FOR FIJI, TONGA, AND SAMOA FROM AUCKLAND: Tofua, about Saturday 30th Jan. AGENTS FOR P. and O., LINE, AGENTS FOR P. and O. LINE AND SHIPPING COY. LTD. Particulars upon application to— J. H. WILSON, Revell St., Hokitika. [12, 482, 126, 732]
column-rule [393, 30, 394, 1512]
wool-heading: THE WOOL TRADE. [987, 397, 1055, 407]
shannon: STAFFORD STREET W. H. SHANNON REVELL STREET. [19, 1168, 119, 1185]
dial-label: 28 [35, 182, 42, 190]
red-lion-ad [8, 889, 130, 947]
price-suites: SUITES from £16 17s 6d [210, 566, 316, 578]
hb-left [141, 244, 214, 284]
bedroom-title: BEDROOM FURNITURE! [174, 487, 352, 504]
news-paragraph: Messrs R. McKay and Sons have a special announcement on our fourth page to-day in reference to their summer sale commencing to-morrow (Friday) morning. The Westland County Council has been advised by the Under-Secretary of the Public Works Department that in connection with the roading and settlement scheme in South Westland in the Jackson Bay region, the District Engineer of the Department is endeavouring to arrange with representatives of the Lands, Mines, Tourist and Forestry Departments for a mutually satisfactory date in March for an inspection of the locality. [649, 93, 787, 205]
wanted-heading: WANTED [29, 955, 109, 976]
empire-date: LONDON, Jan. 19. [992, 301, 1050, 310]
